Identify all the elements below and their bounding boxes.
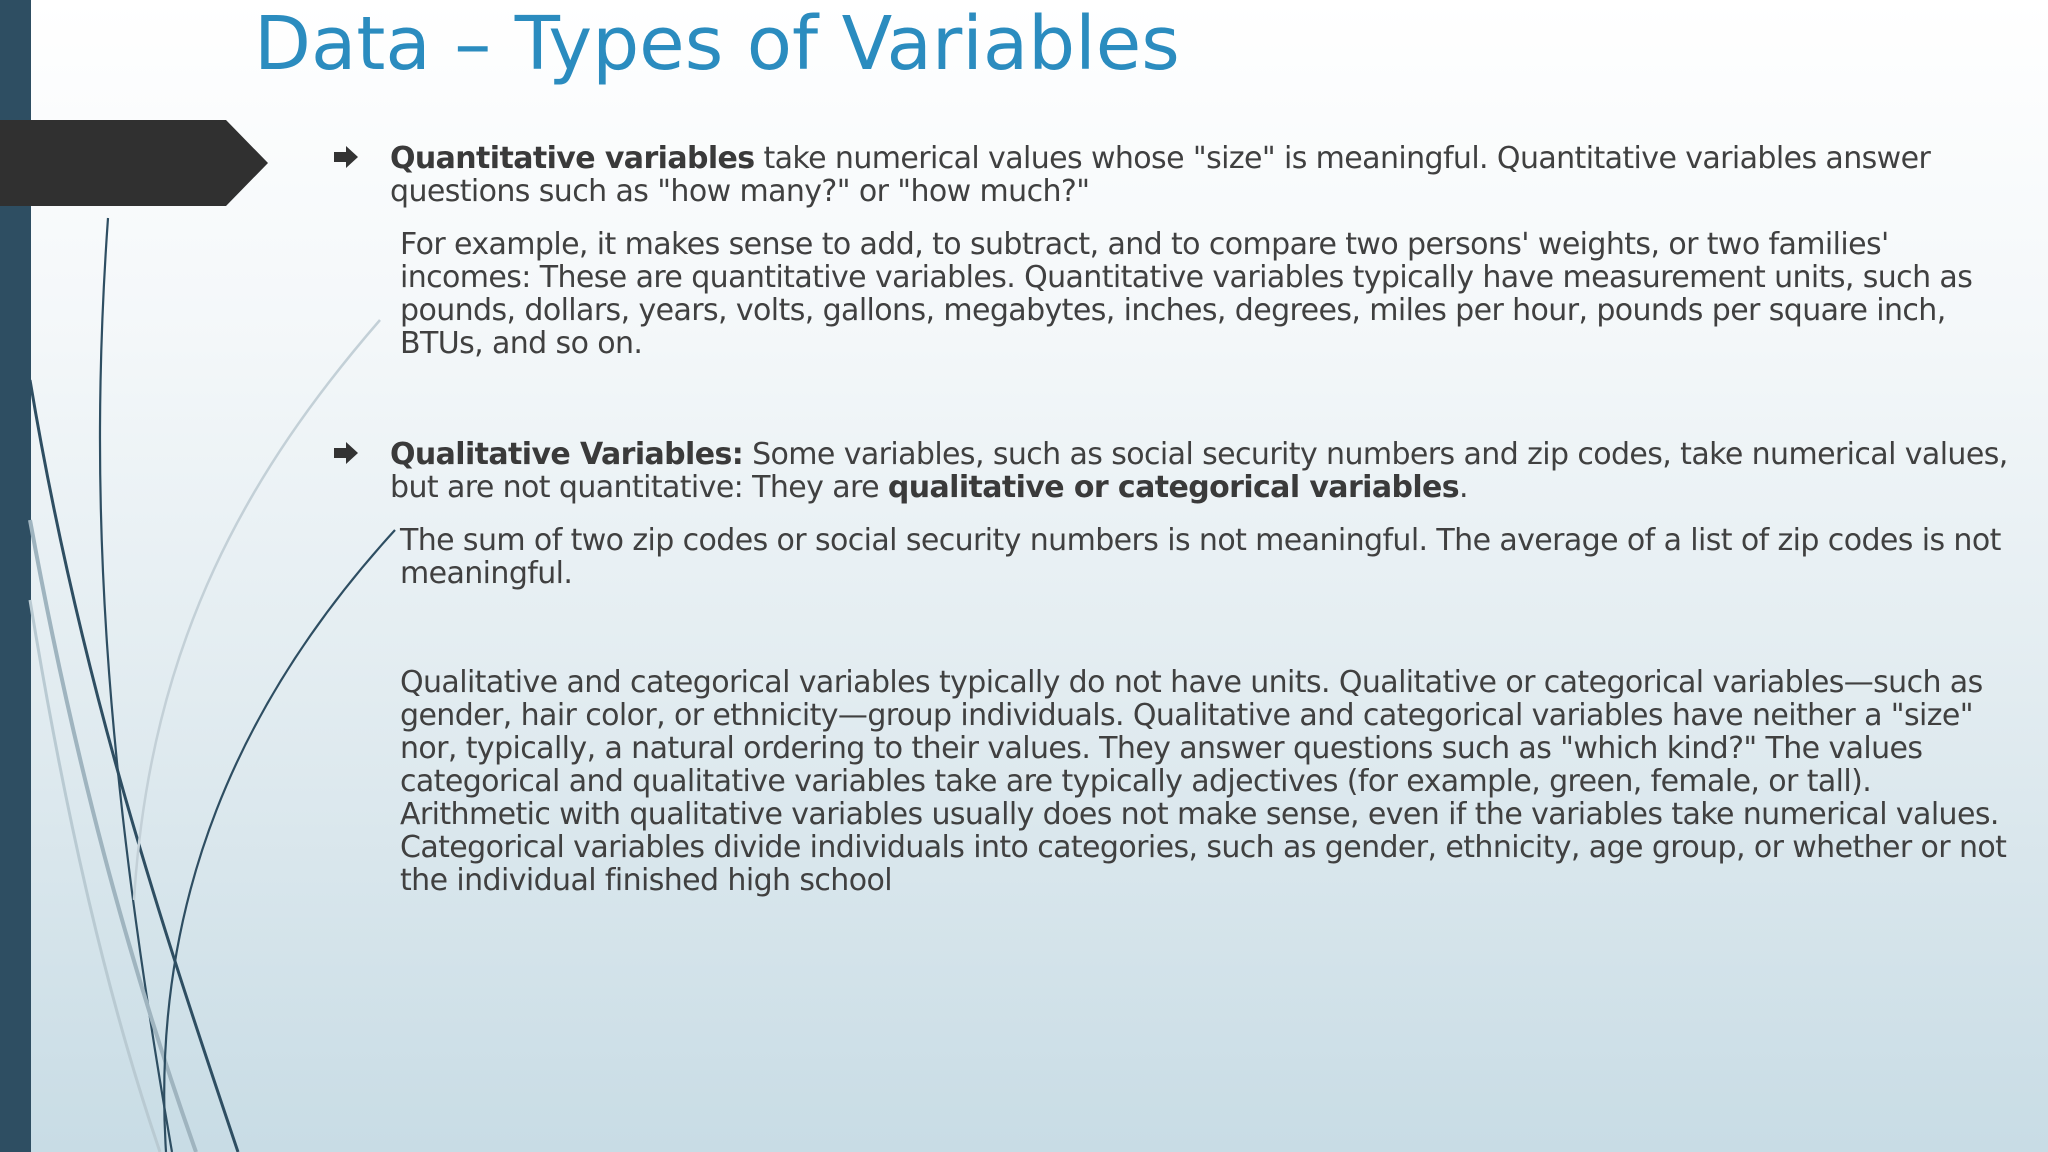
slide-title: Data – Types of Variables [254, 1, 1180, 87]
sub-paragraph-zip-codes: The sum of two zip codes or social security numbers is not meaningful. The average of a list of zip codes is not meaningful. [400, 523, 2001, 591]
bullet-body-end: . [1459, 470, 1468, 505]
bullet-body: take numerical values whose "size" is meaningful. Quantitative variables answer questions such as "how many?" or "how much?" [390, 141, 1931, 209]
arrow-tab [0, 120, 268, 206]
bullet-qualitative [332, 438, 2012, 504]
bullet-text [390, 142, 2012, 208]
sub-paragraph-categorical: Qualitative and categorical variables typically do not have units. Qualitative or categorical variables—such as gender, hair color, or ethnicity—group individuals. Qualitative and categorical variables have neither a "size" nor, typically, a natural ordering to their values. They answer questions such as "which kind?" The values categorical and qualitative variables take are typically adjectives (for example, green, female, or tall). Arithmetic with qualitative variables usually does not make sense, even if the variables take numerical values. Categorical variables divide individuals into categories, such as gender, ethnicity, age group, or whether or not the individual finished high school [400, 665, 2007, 898]
slide-content [332, 142, 2012, 897]
bullet-quantitative [332, 142, 2012, 208]
bullet-bold-lead: Quantitative variables [390, 141, 755, 176]
bullet-text [390, 438, 2012, 504]
arrow-bullet-icon [332, 144, 360, 170]
arrow-bullet-icon [332, 440, 360, 466]
bullet-bold-lead: Qualitative Variables: [390, 437, 744, 472]
bullet-bold-inline: qualitative or categorical variables [887, 470, 1460, 505]
sub-paragraph-example: For example, it makes sense to add, to subtract, and to compare two persons' weights, or two families' incomes: These are quantitative variables. Quantitative variables typically have measurement units, such as pounds, dollars, years, volts, gallons, megabytes, inches, degrees, miles per hour, pounds per square inch, BTUs, and so on. [400, 227, 1973, 361]
bullet-body: Some variables, such as social security numbers and zip codes, take numerical values, but are not quantitative: They are [390, 437, 2008, 505]
